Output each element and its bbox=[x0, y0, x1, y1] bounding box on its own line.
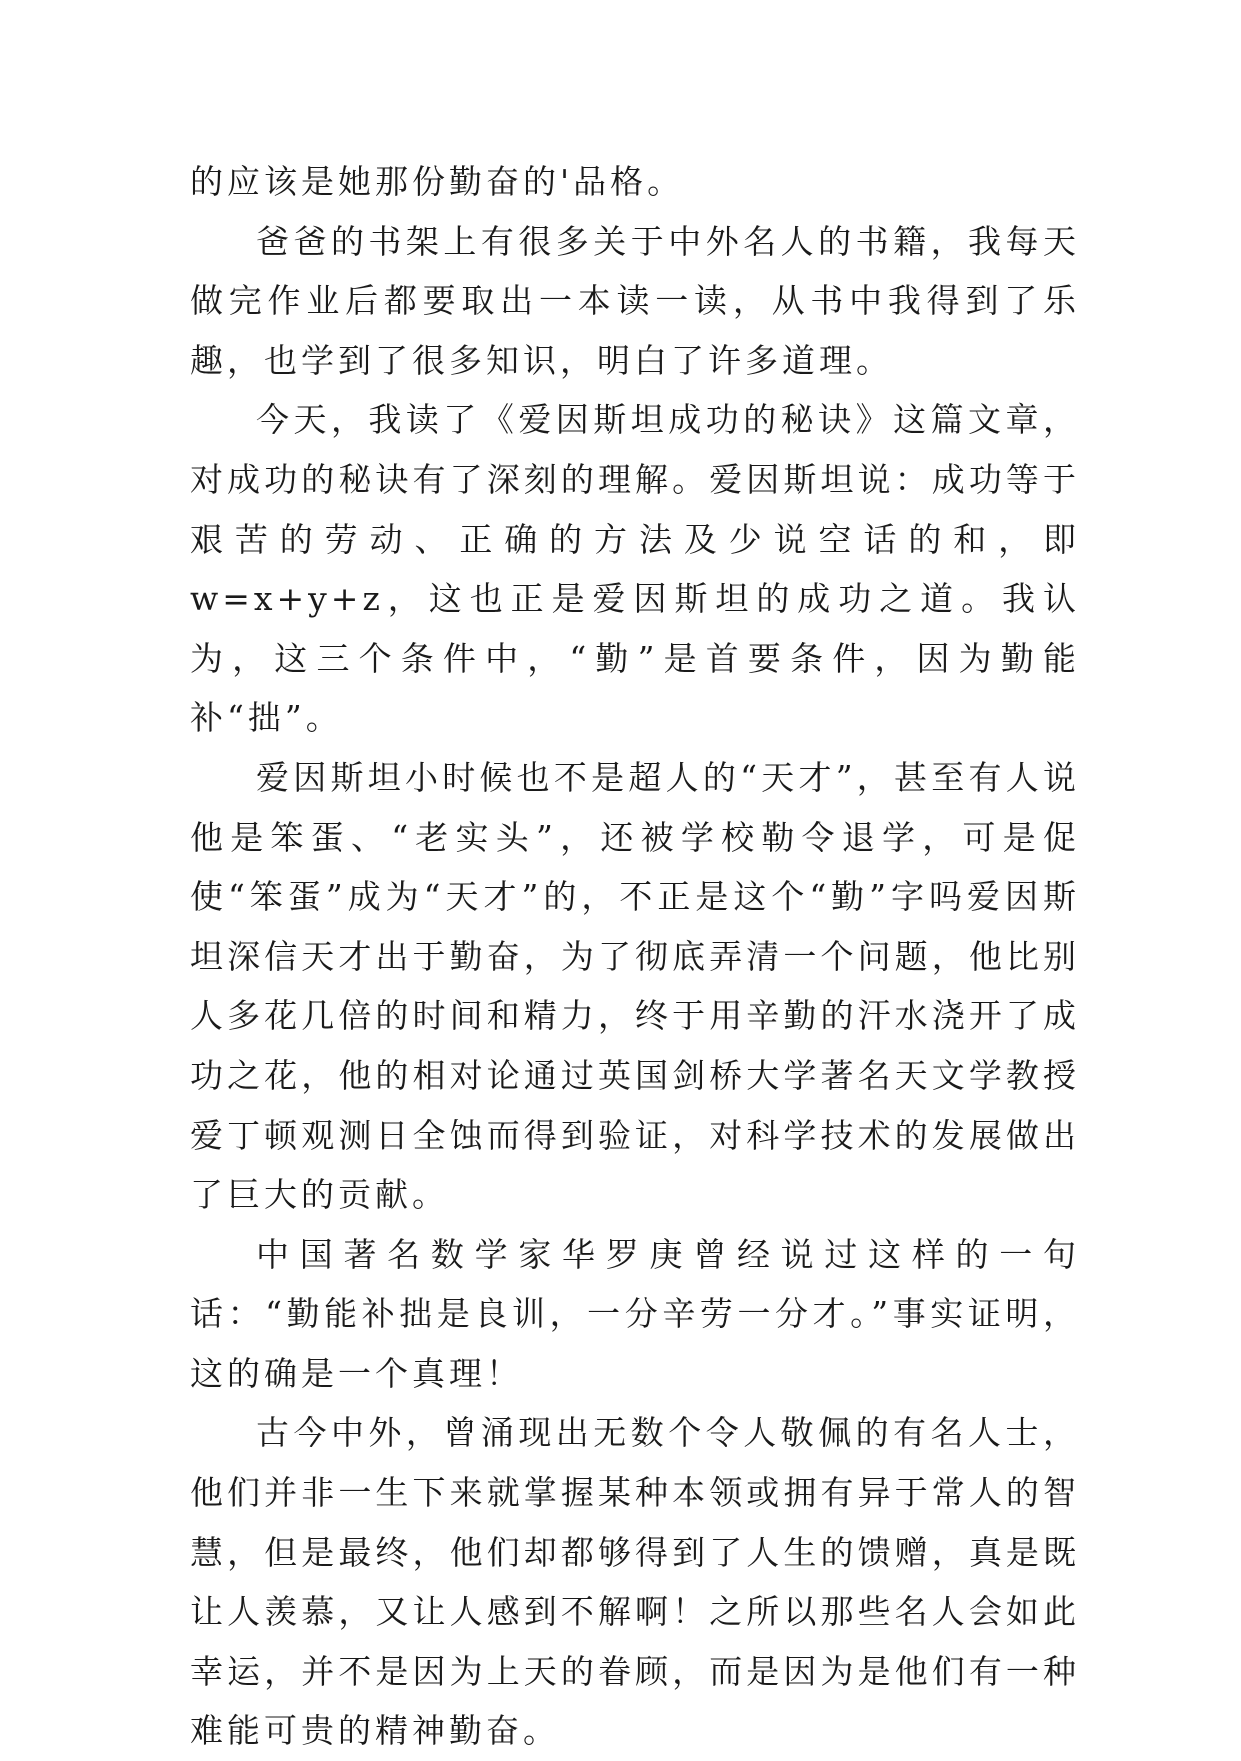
document-body bbox=[190, 152, 1080, 1761]
paragraph-hua-luogeng: 中国著名数学家华罗庚曾经说过这样的一句话：“勤能补拙是良训，一分辛劳一分才。”事实证明，这的确是一个真理！ bbox=[190, 1234, 1080, 1393]
paragraph-continuation: 的应该是她那份勤奋的'品格。 bbox=[190, 162, 685, 201]
paragraph-bookshelf: 爸爸的书架上有很多关于中外名人的书籍，我每天做完作业后都要取出一本读一读，从书中我得到了乐趣，也学到了很多知识，明白了许多道理。 bbox=[190, 221, 1080, 380]
paragraph-famous-people: 古今中外，曾涌现出无数个令人敬佩的有名人士，他们并非一生下来就掌握某种本领或拥有异于常人的智慧，但是最终，他们却都够得到了人生的馈赠，真是既让人羡慕，又让人感到不解啊！之所以那些名人会如此幸运，并不是因为上天的眷顾，而是因为是他们有一种难能可贵的精神勤奋。 bbox=[190, 1413, 1080, 1751]
paragraph-einstein-childhood: 爱因斯坦小时候也不是超人的“天才”，甚至有人说他是笨蛋、“老实头”，还被学校勒令退学，可是促使“笨蛋”成为“天才”的，不正是这个“勤”字吗爱因斯坦深信天才出于勤奋，为了彻底弄清一个问题，他比别人多花几倍的时间和精力，终于用辛勤的汗水浇开了成功之花，他的相对论通过英国剑桥大学著名天文学教授爱丁顿观测日全蚀而得到验证，对科学技术的发展做出了巨大的贡献。 bbox=[190, 757, 1080, 1215]
paragraph-einstein-secret: 今天，我读了《爱因斯坦成功的秘诀》这篇文章，对成功的秘诀有了深刻的理解。爱因斯坦说：成功等于艰苦的劳动、正确的方法及少说空话的和，即 w=x+y+z，这也正是爱因斯坦的成功之道。我认为，这三个条件中，“勤”是首要条件，因为勤能补“拙”。 bbox=[190, 400, 1080, 738]
